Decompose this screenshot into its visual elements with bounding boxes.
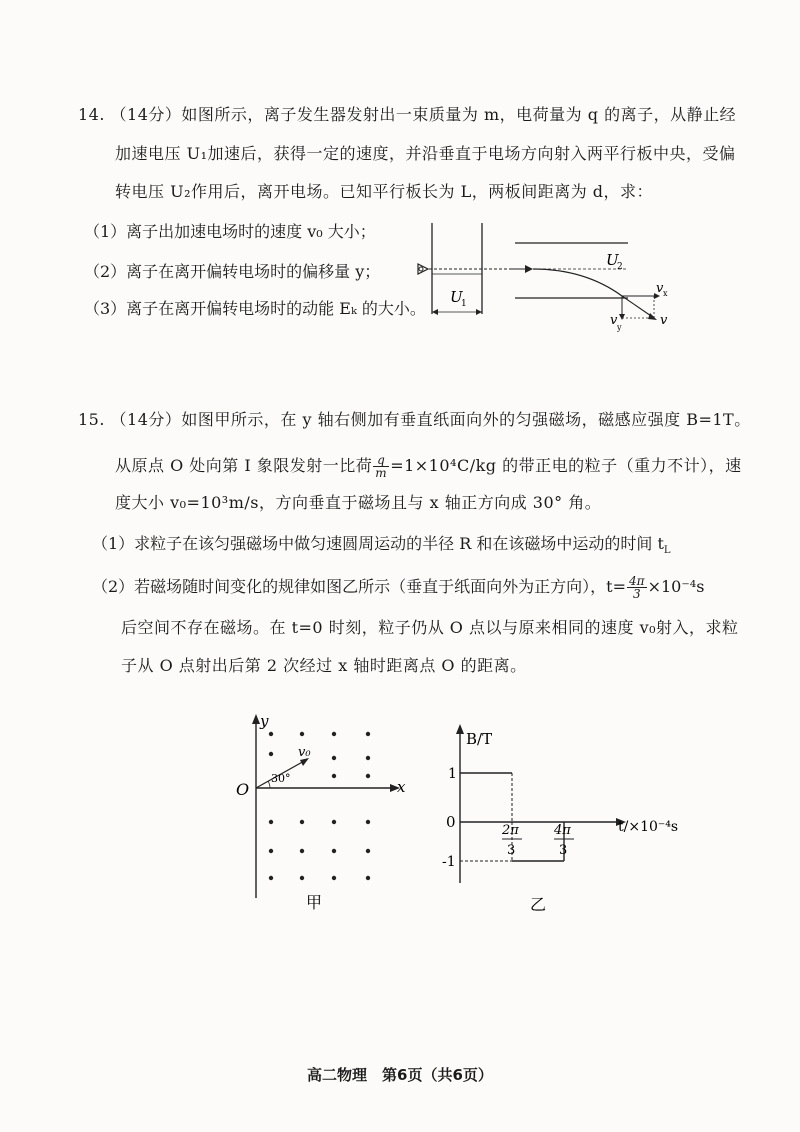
- yi-zero-label: 0: [446, 813, 456, 831]
- q15-part-1-text: （1）求粒子在该匀强磁场中做匀速圆周运动的半径 R 和在该磁场中运动的时间 t: [92, 534, 664, 553]
- page-footer: 高二物理 第6页（共6页）: [307, 1066, 493, 1084]
- q14-line-3: 转电压 U₂作用后，离开电场。已知平行板长为 L，两板间距离为 d，求：: [115, 182, 654, 201]
- u2-label-sub: 2: [617, 262, 623, 272]
- q15-part-1: [92, 533, 671, 562]
- q14-line-2: 加速电压 U₁加速后，获得一定的速度，并沿垂直于电场方向射入两平行板中央，受偏: [115, 144, 736, 163]
- q15-part-2-line-3: 子从 O 点射出后第 2 次经过 x 轴时距离点 O 的距离。: [121, 656, 527, 675]
- ion-path-arrowhead: [525, 265, 533, 273]
- v-vector: [622, 296, 654, 318]
- q15-line-3: 度大小 v₀=10³m/s，方向垂直于磁场且与 x 轴正方向成 30° 角。: [115, 493, 602, 512]
- figure-jia: [228, 708, 418, 918]
- ion-source-dot: [419, 267, 423, 271]
- q15-part-2-text: （2）若磁场随时间变化的规律如图乙所示（垂直于纸面向外为正方向），t=: [92, 577, 627, 596]
- q15-line-2-start: 从原点 O 处向第 I 象限发射一比荷: [115, 456, 373, 475]
- q14-part-1: （1）离子出加速电场时的速度 v₀ 大小；: [84, 222, 376, 241]
- time-fraction: [627, 575, 647, 600]
- v-label: v: [660, 313, 668, 328]
- yi-tick2-den: 3: [559, 843, 568, 858]
- figure-yi: [436, 718, 696, 918]
- frac-3: 3: [632, 587, 641, 601]
- yi-tick-neg: -1: [442, 854, 456, 870]
- u1-label: U: [450, 288, 463, 306]
- frac-4pi: 4π: [629, 574, 645, 588]
- q14-deflection-diagram: [410, 218, 680, 338]
- q15-line-1: 15. （14分）如图甲所示，在 y 轴右侧加有垂直纸面向外的匀强磁场，磁感应强度 B=1T。: [78, 410, 751, 429]
- yi-tick1-den: 3: [507, 843, 516, 858]
- jia-angle-label: 30°: [271, 772, 291, 785]
- q15-part-1-sub: L: [663, 545, 671, 557]
- vx-label-sub: x: [663, 289, 668, 298]
- u1-label-sub: 1: [461, 299, 467, 309]
- jia-caption: 甲: [306, 893, 323, 912]
- q15-part-2-unit: ×10⁻⁴s: [647, 577, 705, 596]
- q14-part-2: （2）离子在离开偏转电场时的偏移量 y；: [84, 262, 381, 281]
- q14-line-1: 14. （14分）如图所示，离子发生器发射出一束质量为 m，电荷量为 q 的离子，从静止经: [78, 105, 737, 124]
- yi-tick1-num: 2π: [502, 823, 519, 838]
- yi-tick2-num: 4π: [554, 823, 571, 838]
- yi-b-label: B/T: [466, 730, 493, 748]
- jia-field-dots: [269, 732, 370, 880]
- q15-line-2-end: =1×10⁴C/kg 的带正电的粒子（重力不计），速: [390, 456, 742, 475]
- jia-x-label: x: [397, 778, 406, 796]
- q14-part-3: （3）离子在离开偏转电场时的动能 Eₖ 的大小。: [84, 299, 426, 318]
- yi-t-label: t/×10⁻⁴s: [618, 819, 679, 835]
- jia-velocity-label: v₀: [298, 745, 311, 760]
- frac-m: m: [375, 466, 388, 480]
- ion-trajectory: [533, 269, 622, 296]
- vy-label-sub: y: [617, 323, 622, 332]
- q15-part-2-line-2: 后空间不存在磁场。在 t=0 时刻，粒子仍从 O 点以与原来相同的速度 v₀射入，求粒: [121, 618, 739, 637]
- jia-origin-label: O: [236, 780, 250, 799]
- yi-caption: 乙: [530, 895, 547, 914]
- vx-label: v: [656, 281, 664, 296]
- u2-label: U: [606, 251, 619, 269]
- charge-mass-fraction: [373, 454, 389, 479]
- frac-q: q: [373, 454, 389, 467]
- q15-line-2: [115, 454, 742, 479]
- jia-y-label: y: [260, 712, 269, 730]
- yi-tick-pos: 1: [448, 766, 457, 782]
- q15-part-2: [92, 575, 704, 600]
- vy-label: v: [610, 313, 618, 328]
